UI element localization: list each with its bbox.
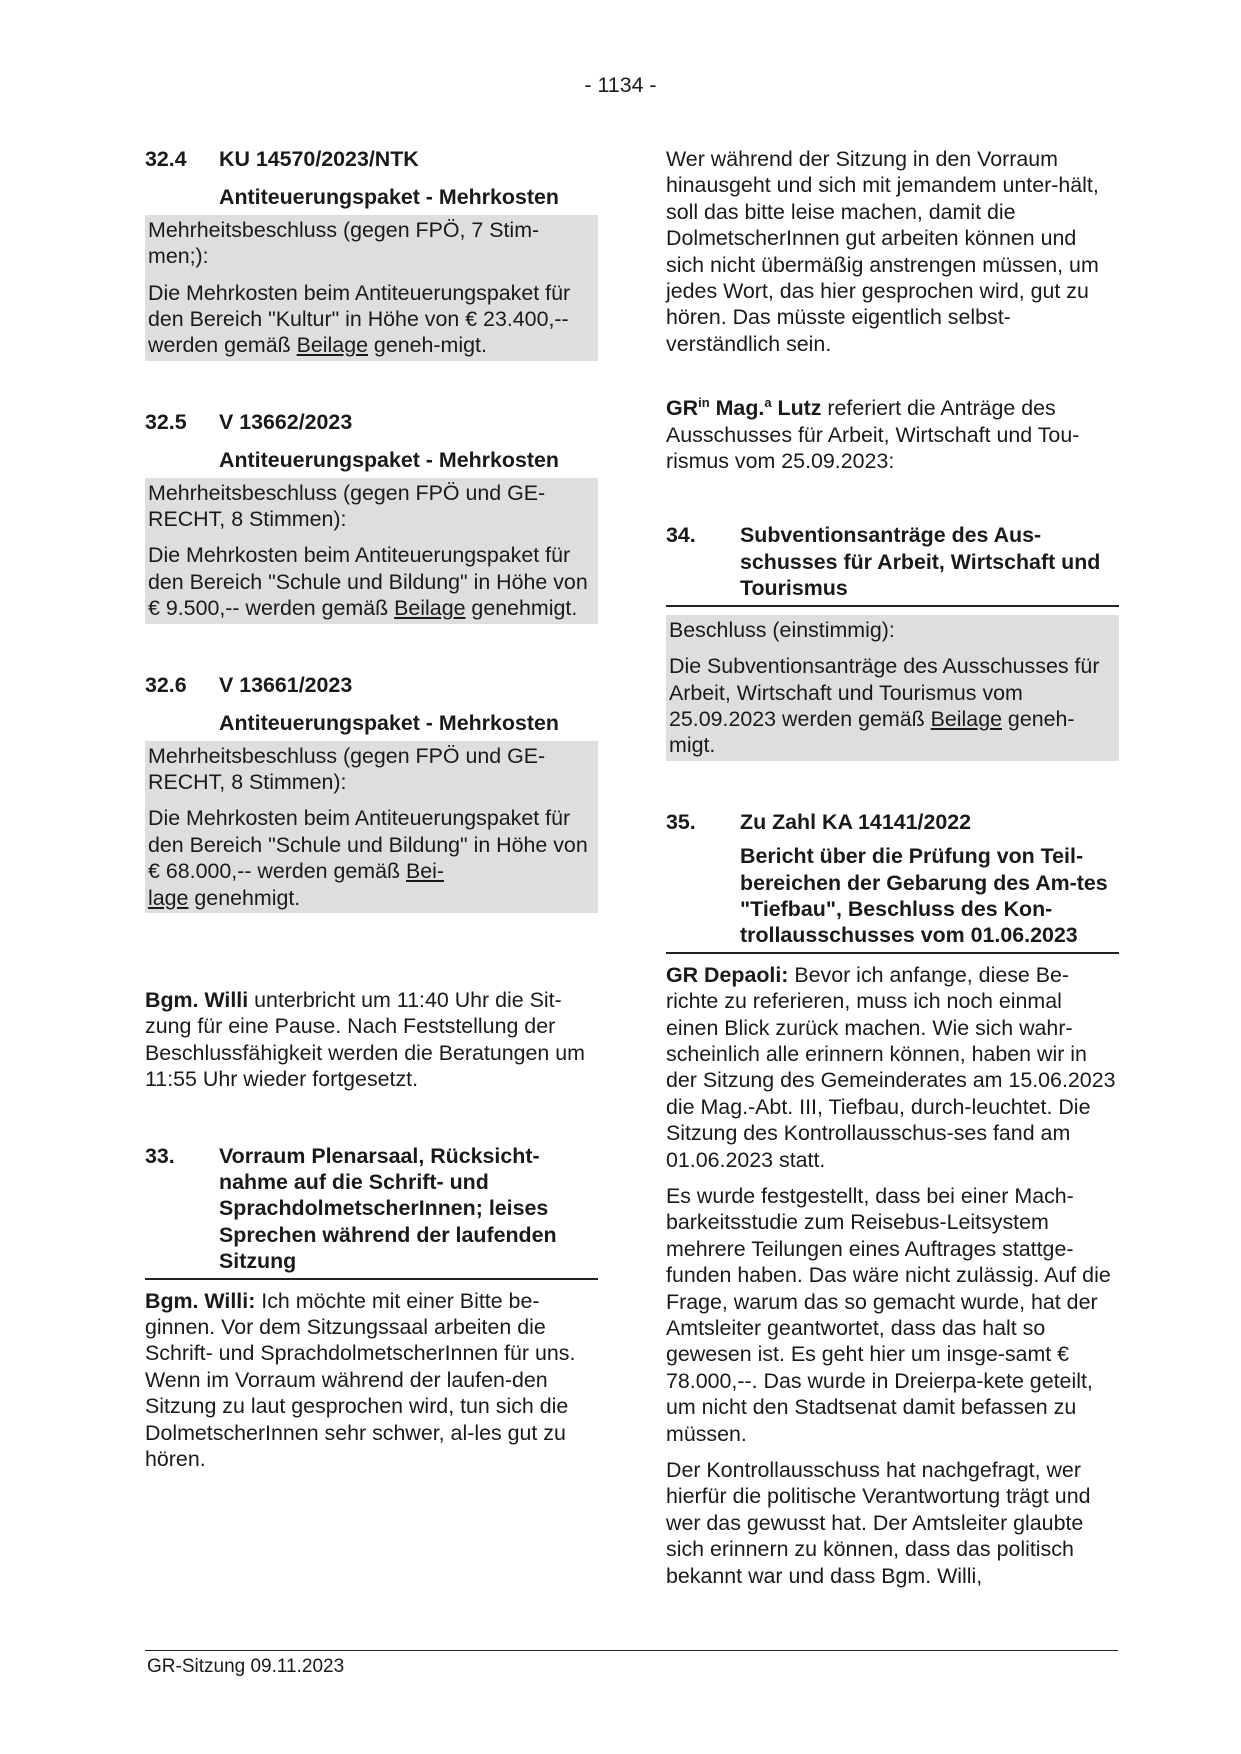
- section-code: Zu Zahl KA 14141/2022: [740, 809, 972, 834]
- lutz-paragraph: $GR^{in}$ Mag.$^a$ Lutz referiert die Anträge des Ausschusses für Arbeit, Wirtschaft und Tou-rismus vom 25.09.2023:: [666, 395, 1080, 474]
- beilage-link[interactable]: Bei-: [406, 859, 445, 884]
- speech-paragraph: Bgm. Willi: Ich möchte mit einer Bitte be-ginnen. Vor dem Sitzungssaal arbeiten die Schrift- und SprachdolmetscherInnen für uns. Wenn im Vorraum während der laufen-den Sitzung zu laut gesprochen wird, tun sich die DolmetscherInnen sehr schwer, al-les gut zu hören.: [145, 1288, 576, 1472]
- section-title: Vorraum Plenarsaal, Rücksicht-nahme auf die Schrift- und SprachdolmetscherInnen; leises Sprechen während der laufenden Sitzung: [219, 1143, 557, 1274]
- section-title: Antiteuerungspaket - Mehrkosten: [219, 711, 559, 736]
- pause-paragraph: Bgm. Willi unterbricht um 11:40 Uhr die Sit-zung für eine Pause. Nach Feststellung der Beschlussfähigkeit werden die Beratungen um 11:55 Uhr wieder fortgesetzt.: [145, 987, 585, 1092]
- right-column: [666, 146, 1119, 1589]
- resolution-box: [145, 478, 598, 624]
- vote-result: Mehrheitsbeschluss (gegen FPÖ und GE- RECHT, 8 Stimmen):: [148, 480, 546, 532]
- beilage-link[interactable]: Beilage: [296, 333, 368, 358]
- speaker-name: GR Depaoli:: [666, 962, 789, 987]
- section-code: V 13662/2023: [219, 409, 353, 434]
- section-number: 33.: [145, 1143, 175, 1168]
- speaker-name: Bgm. Willi:: [145, 1288, 256, 1313]
- section-number: 35.: [666, 809, 696, 834]
- footer-divider: [145, 1650, 1118, 1651]
- section-title: Antiteuerungspaket - Mehrkosten: [219, 448, 559, 473]
- resolution-text: Die Subventionsanträge des Ausschusses für Arbeit, Wirtschaft und Tourismus vom 25.09.2023 werden gemäß Beilage geneh-migt.: [669, 654, 1100, 758]
- section-number: 32.4: [145, 147, 187, 171]
- section-title: Subventionsanträge des Aus-schusses für Arbeit, Wirtschaft und Tourismus: [740, 523, 1101, 601]
- speech-paragraph-3: Der Kontrollausschuss hat nachgefragt, wer hierfür die politische Verantwortung trägt und wer das gewusst hat. Der Amtsleiter glaubte sich erinnern zu können, dass das politisch bekannt war und dass Bgm. Willi,: [666, 1458, 1091, 1588]
- page-number: - 1134 -: [584, 73, 657, 97]
- resolution-box: [666, 615, 1119, 761]
- vote-result: Beschluss (einstimmig):: [669, 617, 895, 642]
- beilage-link[interactable]: Beilage: [394, 596, 466, 621]
- section-34: [666, 522, 1119, 760]
- speaker-name: Lutz: [771, 396, 822, 421]
- resolution-text: Die Mehrkosten beim Antiteuerungspaket für den Bereich "Schule und Bildung" in Höhe von € 9.500,-- werden gemäß Beilage genehmigt.: [148, 543, 588, 621]
- section-33: [145, 1143, 598, 1473]
- section-number: 32.6: [145, 672, 187, 697]
- section-title: Antiteuerungspaket - Mehrkosten: [219, 185, 559, 210]
- section-35: [666, 809, 1119, 1589]
- vote-result: Mehrheitsbeschluss (gegen FPÖ und GE- RECHT, 8 Stimmen):: [148, 743, 546, 794]
- resolution-box: [145, 741, 598, 913]
- vote-result: Mehrheitsbeschluss (gegen FPÖ, 7 Stim- men;):: [148, 217, 540, 269]
- resolution-box: [145, 215, 598, 361]
- resolution-text: Die Mehrkosten beim Antiteuerungspaket für den Bereich "Kultur" in Höhe von € 23.400,-- werden gemäß Beilage geneh-migt.: [148, 280, 571, 358]
- beilage-link-cont[interactable]: lage: [148, 885, 189, 910]
- speech-paragraph: GR Depaoli: Bevor ich anfange, diese Be-richte zu referieren, muss ich noch einmal einen Blick zurück machen. Wie sich wahr-scheinlich alle erinnern können, haben wir in der Sitzung des Gemeinderates am 15.06.2023 die Mag.-Abt. III, Tiefbau, durch-leuchtet. Die Sitzung des Kontrollausschus-ses fand am 01.06.2023 statt.: [666, 962, 1116, 1172]
- intro-paragraph: Wer während der Sitzung in den Vorraum hinausgeht und sich mit jemandem unter-hält, soll das bitte leise machen, damit die DolmetscherInnen gut arbeiten können und sich nicht übermäßig anstrengen müssen, um jedes Wort, das hier gesprochen wird, gut zu hören. Das müsste eigentlich selbst-verständlich sein.: [666, 147, 1099, 356]
- left-column: [145, 146, 598, 1472]
- section-32-6: [145, 672, 598, 913]
- footer-text: GR-Sitzung 09.11.2023: [147, 1656, 345, 1677]
- section-code: KU 14570/2023/NTK: [219, 147, 419, 171]
- beilage-link[interactable]: Beilage: [930, 706, 1002, 731]
- section-title: Bericht über die Prüfung von Teil-bereichen der Gebarung des Am-tes "Tiefbau", Beschluss des Kon-trollausschusses vom 01.06.2023: [666, 843, 1119, 954]
- section-32-4: [145, 146, 598, 361]
- section-32-5: [145, 409, 598, 624]
- speaker-name: Bgm. Willi: [145, 987, 249, 1012]
- section-number: 32.5: [145, 409, 187, 434]
- resolution-text: Die Mehrkosten beim Antiteuerungspaket für den Bereich "Schule und Bildung" in Höhe von € 68.000,-- werden gemäß Bei- lage genehmigt.: [148, 806, 588, 910]
- section-code: V 13661/2023: [219, 672, 353, 697]
- section-number: 34.: [666, 523, 696, 548]
- speech-paragraph-2: Es wurde festgestellt, dass bei einer Mach-barkeitsstudie zum Reisebus-Leitsystem mehrere Teilungen eines Auftrages stattge-funden haben. Das wäre nicht zulässig. Auf die Frage, warum das so gemacht wurde, hat der Amtsleiter geantwortet, dass das halt so gewesen ist. Es geht hier um insge-samt € 78.000,--. Das wurde in Dreierpa-kete geteilt, um nicht den Stadtsenat damit befassen zu müssen.: [666, 1184, 1111, 1446]
